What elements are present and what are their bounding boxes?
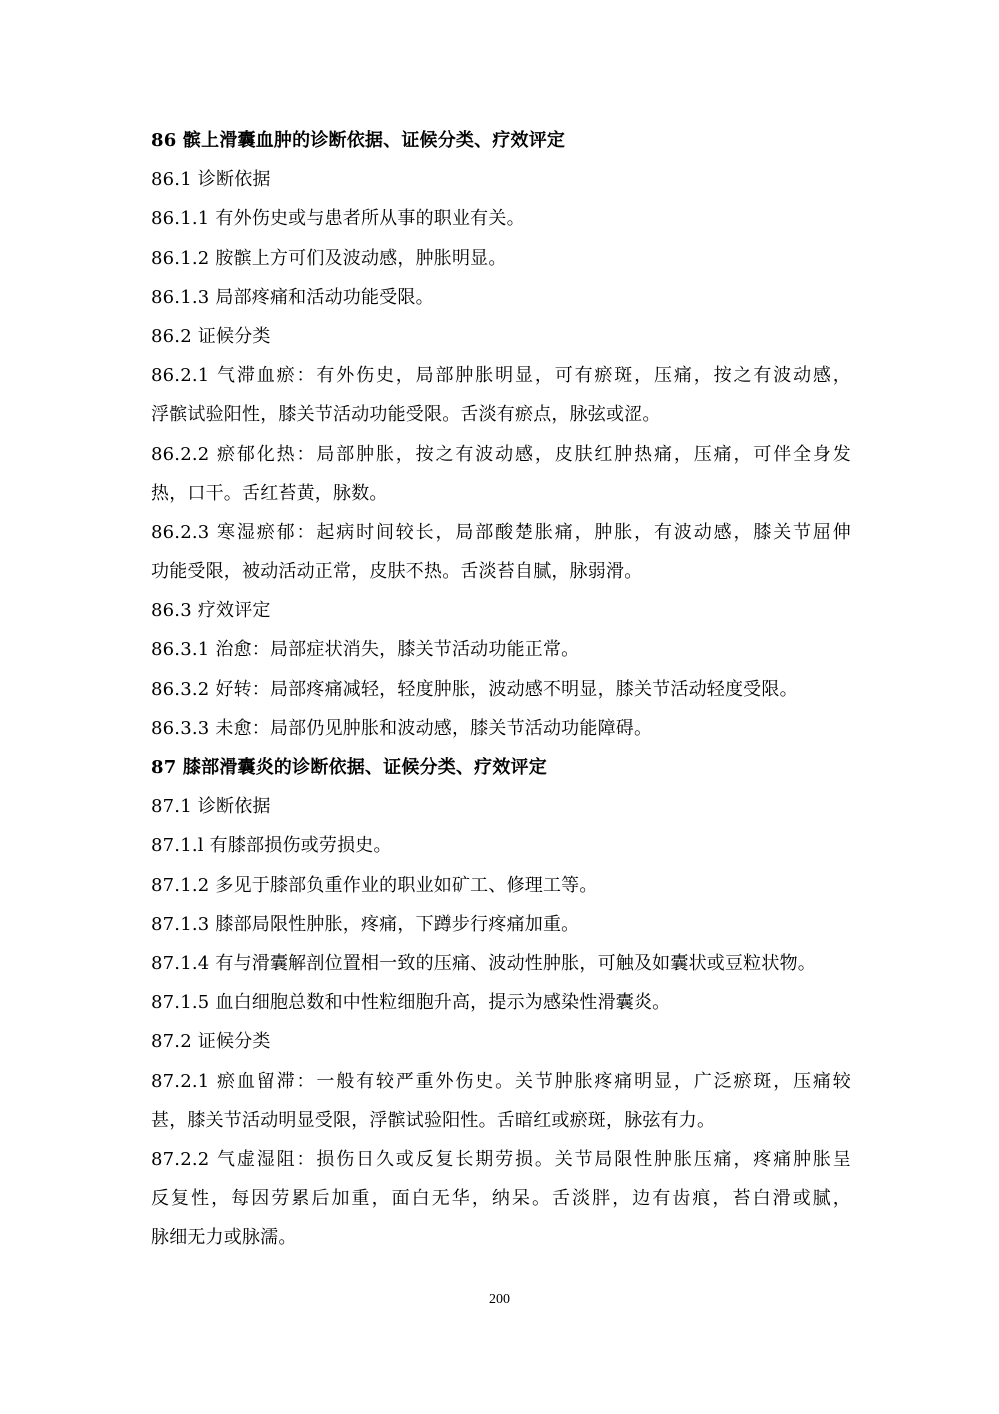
text-line: 87.1.2 多见于膝部负重作业的职业如矿工、修理工等。 — [151, 874, 598, 896]
text-line: 87.2 证候分类 — [151, 1031, 271, 1053]
text-line: 86.2.3 寒湿瘀郁：起病时间较长，局部酸楚胀痛，肿胀，有波动感，膝关节屈伸 — [151, 521, 851, 543]
section-heading: 87 膝部滑囊炎的诊断依据、证候分类、疗效评定 — [151, 757, 547, 779]
text-line: 86.1 诊断依据 — [151, 169, 271, 191]
section-86-lines — [151, 160, 851, 748]
section-heading: 86 髌上滑囊血肿的诊断依据、证候分类、疗效评定 — [151, 130, 566, 151]
text-line: 86.2 证候分类 — [151, 325, 271, 347]
text-line: 87.1.l 有膝部损伤或劳损史。 — [151, 835, 392, 857]
page-number: 200 — [489, 1292, 510, 1307]
text-line: 86.1.3 局部疼痛和活动功能受限。 — [151, 286, 434, 308]
text-line: 86.3 疗效评定 — [151, 600, 271, 622]
text-line: 86.2.1 气滞血瘀：有外伤史，局部肿胀明显，可有瘀斑，压痛，按之有波动感， — [151, 365, 851, 387]
text-line: 86.3.2 好转：局部疼痛减轻，轻度肿胀，波动感不明显，膝关节活动轻度受限。 — [151, 678, 798, 700]
text-line: 反复性，每因劳累后加重，面白无华，纳呆。舌淡胖，边有齿痕，苔白滑或腻， — [151, 1188, 851, 1210]
section-87-lines — [151, 787, 851, 1257]
page-body — [151, 121, 851, 1258]
text-line: 86.3.3 未愈：局部仍见肿胀和波动感，膝关节活动功能障碍。 — [151, 717, 653, 739]
text-line: 浮髌试验阳性，膝关节活动功能受限。舌淡有瘀点，脉弦或涩。 — [151, 404, 661, 426]
text-line: 86.1.2 胺髌上方可们及波动感，肿胀明显。 — [151, 247, 507, 269]
text-line: 甚，膝关节活动明显受限，浮髌试验阳性。舌暗红或瘀斑，脉弦有力。 — [151, 1109, 716, 1131]
text-line: 87.2.1 瘀血留滞：一般有较严重外伤史。关节肿胀疼痛明显，广泛瘀斑，压痛较 — [151, 1070, 851, 1092]
text-line: 热，口干。舌红苔黄，脉数。 — [151, 482, 388, 504]
text-line: 86.2.2 瘀郁化热：局部肿胀，按之有波动感，皮肤红肿热痛，压痛，可伴全身发 — [151, 443, 851, 465]
text-line: 87.1.4 有与滑囊解剖位置相一致的压痛、波动性肿胀，可触及如囊状或豆粒状物。 — [151, 952, 816, 974]
text-line: 脉细无力或脉濡。 — [151, 1227, 297, 1249]
section-87 — [151, 748, 851, 1257]
text-line: 功能受限，被动活动正常，皮肤不热。舌淡苔自腻，脉弱滑。 — [151, 561, 643, 583]
text-line: 87.1.3 膝部局限性肿胀，疼痛，下蹲步行疼痛加重。 — [151, 913, 580, 935]
section-86 — [151, 121, 851, 748]
text-line: 87.1 诊断依据 — [151, 796, 271, 818]
text-line: 86.3.1 治愈：局部症状消失，膝关节活动功能正常。 — [151, 639, 580, 661]
text-line: 87.1.5 血白细胞总数和中性粒细胞升高，提示为感染性滑囊炎。 — [151, 992, 671, 1014]
text-line: 87.2.2 气虚湿阻：损伤日久或反复长期劳损。关节局限性肿胀压痛，疼痛肿胀呈 — [151, 1148, 851, 1170]
text-line: 86.1.1 有外伤史或与患者所从事的职业有关。 — [151, 208, 525, 230]
